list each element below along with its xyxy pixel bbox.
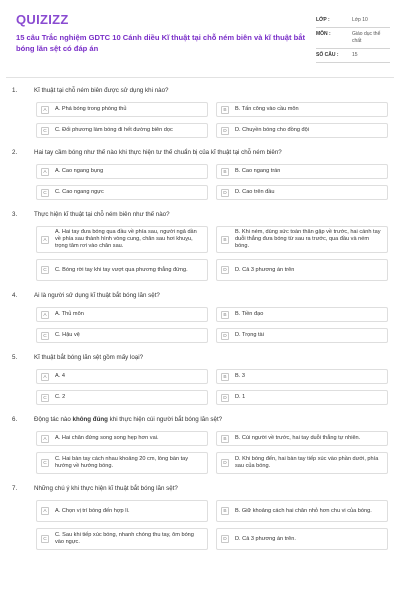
question-number: 4. (12, 292, 18, 299)
option-key: C (41, 535, 49, 543)
option-key: D (221, 394, 229, 402)
option-key: B (221, 168, 229, 176)
quizizz-logo: QUIZIZZ (16, 12, 69, 27)
option-text: D. Cả 3 phương án trên (235, 266, 295, 273)
option-text: C. Hai bàn tay cách nhau khoảng 20 cm, lòng bàn tay hướng về hướng bóng. (55, 456, 189, 469)
option-key: D (221, 266, 229, 274)
option-text: B. Tấn công vào cầu môn (235, 106, 299, 112)
option-text: A. Phá bóng trong phòng thủ (55, 106, 127, 112)
option-a[interactable] (36, 164, 208, 179)
question-7 (12, 484, 388, 550)
option-text: C. Hậu vệ (55, 332, 80, 338)
question-text: Những chú ý khi thực hiện kĩ thuật bắt bóng lăn sệt? (34, 485, 178, 492)
meta-value: Lớp 10 (352, 17, 368, 23)
option-b[interactable] (216, 369, 388, 384)
option-key: B (221, 435, 229, 443)
question-2 (12, 148, 388, 200)
option-key: A (41, 435, 49, 443)
question-text-emphasis: không đúng (72, 416, 108, 423)
meta-key: SỐ CÂU : (316, 52, 339, 58)
header-divider (6, 77, 394, 78)
option-key: D (221, 535, 229, 543)
option-key: D (221, 127, 229, 135)
option-c[interactable] (36, 452, 208, 474)
question-text (34, 415, 222, 425)
option-c[interactable] (36, 259, 208, 281)
option-a[interactable] (36, 500, 208, 522)
option-text: C. Bóng rời tay khi tay vượt qua phương thẳng đứng. (55, 266, 188, 273)
meta-value: 15 (352, 52, 358, 58)
option-key: D (221, 189, 229, 197)
option-d[interactable] (216, 452, 388, 474)
meta-row-count (316, 49, 390, 63)
option-b[interactable] (216, 307, 388, 322)
question-number: 6. (12, 416, 18, 423)
option-key: C (41, 394, 49, 402)
option-b[interactable] (216, 500, 388, 522)
meta-row-grade (316, 14, 390, 28)
option-key: B (221, 311, 229, 319)
option-key: A (41, 106, 49, 114)
question-number: 7. (12, 485, 18, 492)
worksheet-header (16, 10, 390, 66)
option-text: D. Cao trên đầu (235, 189, 275, 195)
question-text-after: khi thực hiện cúi người bắt bóng lăn sệt? (107, 416, 223, 423)
option-text: C. Cao ngang ngực (55, 189, 104, 195)
option-c[interactable] (36, 328, 208, 343)
option-text: A. Hai tay đưa bóng qua đầu về phía sau, người ngả dần về phía sau thành hình vòng cung, chân sau hơi khuỵu, trọng tâm rơi vào chân sau. (55, 229, 197, 249)
option-text: B. Tiền đạo (235, 311, 264, 317)
option-text: A. Cao ngang bụng (55, 168, 104, 174)
option-a[interactable] (36, 102, 208, 117)
option-text: D. 1 (235, 394, 246, 400)
option-text: D. Khi bóng đến, hai bàn tay tiếp xúc vào phần dưới, phía sau của bóng. (235, 456, 379, 469)
option-text: D. Trọng tài (235, 332, 264, 338)
option-b[interactable] (216, 102, 388, 117)
option-text: D. Chuyền bóng cho đồng đội (235, 127, 310, 133)
question-number: 3. (12, 211, 18, 218)
option-c[interactable] (36, 185, 208, 200)
option-a[interactable] (36, 431, 208, 446)
option-text: A. Chọn vị trí bóng đến hợp lí. (55, 507, 130, 514)
meta-value: Giáo dục thể chất (352, 31, 381, 44)
meta-row-subject (316, 28, 390, 49)
option-text: A. Thủ môn (55, 311, 84, 317)
option-key: B (221, 106, 229, 114)
option-key: A (41, 507, 49, 515)
question-1 (12, 86, 388, 138)
option-key: D (221, 332, 229, 340)
option-key: B (221, 236, 229, 244)
option-key: C (41, 459, 49, 467)
question-number: 2. (12, 149, 18, 156)
worksheet-meta (316, 14, 390, 63)
option-b[interactable] (216, 431, 388, 446)
option-d[interactable] (216, 259, 388, 281)
option-text: A. 4 (55, 373, 65, 379)
option-text: B. 3 (235, 373, 245, 379)
option-key: A (41, 236, 49, 244)
option-d[interactable] (216, 390, 388, 405)
option-d[interactable] (216, 328, 388, 343)
option-key: A (41, 373, 49, 381)
option-text: C. Sau khi tiếp xúc bóng, nhanh chóng thu tay, ôm bóng vào ngực. (55, 532, 194, 545)
option-c[interactable] (36, 528, 208, 550)
option-d[interactable] (216, 528, 388, 550)
question-3 (12, 210, 388, 281)
option-key: A (41, 168, 49, 176)
option-key: C (41, 189, 49, 197)
question-number: 5. (12, 354, 18, 361)
question-4 (12, 291, 388, 343)
option-text: C. 2 (55, 394, 66, 400)
option-key: B (221, 507, 229, 515)
option-key: C (41, 266, 49, 274)
option-key: D (221, 459, 229, 467)
worksheet-title: 15 câu Trắc nghiệm GDTC 10 Cánh diều Kĩ thuật tại chỗ ném biên và kĩ thuật bắt bóng lăn sệt có đáp án (16, 33, 306, 53)
question-text: Thực hiện kĩ thuật tại chỗ ném biên như thế nào? (34, 211, 170, 218)
question-text: Kĩ thuật tại chỗ ném biên được sử dụng khi nào? (34, 87, 169, 94)
question-6 (12, 415, 388, 474)
option-a[interactable] (36, 307, 208, 322)
question-text: Hai tay cầm bóng như thế nào khi thực hiện tư thế chuẩn bị của kĩ thuật tại chỗ ném biên? (34, 149, 282, 156)
option-text: B. Cao ngang trán (235, 168, 281, 174)
option-d[interactable] (216, 123, 388, 138)
question-text: Kĩ thuật bắt bóng lăn sệt gồm mấy loại? (34, 354, 144, 361)
option-key: C (41, 332, 49, 340)
option-key: A (41, 311, 49, 319)
option-a[interactable] (36, 226, 208, 253)
option-text: D. Cả 3 phương án trên. (235, 535, 296, 542)
option-b[interactable] (216, 226, 388, 253)
option-a[interactable] (36, 369, 208, 384)
option-c[interactable] (36, 123, 208, 138)
option-b[interactable] (216, 164, 388, 179)
question-list (12, 86, 388, 560)
option-c[interactable] (36, 390, 208, 405)
option-text: B. Giữ khoảng cách hai chân nhỏ hơn chu vi của bóng. (235, 507, 372, 514)
meta-key: LỚP : (316, 17, 330, 23)
option-text: A. Hai chân đứng song song hẹp hơn vai. (55, 435, 159, 441)
question-text-before: Động tác nào (34, 416, 73, 423)
option-text: B. Cúi người về trước, hai tay duỗi thẳng tự nhiên. (235, 435, 361, 441)
option-key: C (41, 127, 49, 135)
meta-key: MÔN : (316, 31, 331, 37)
option-text: C. Đối phương làm bóng đi hết đường biên dọc (55, 127, 173, 133)
option-text: B. Khi ném, dùng sức toàn thân gập về trước, hai cánh tay duỗi thẳng đưa bóng từ sau ra trước, qua đầu và ném bóng. (235, 229, 381, 249)
question-text: Ai là người sử dụng kĩ thuật bắt bóng lăn sệt? (34, 292, 160, 299)
question-5 (12, 353, 388, 405)
option-key: B (221, 373, 229, 381)
question-number: 1. (12, 87, 18, 94)
option-d[interactable] (216, 185, 388, 200)
